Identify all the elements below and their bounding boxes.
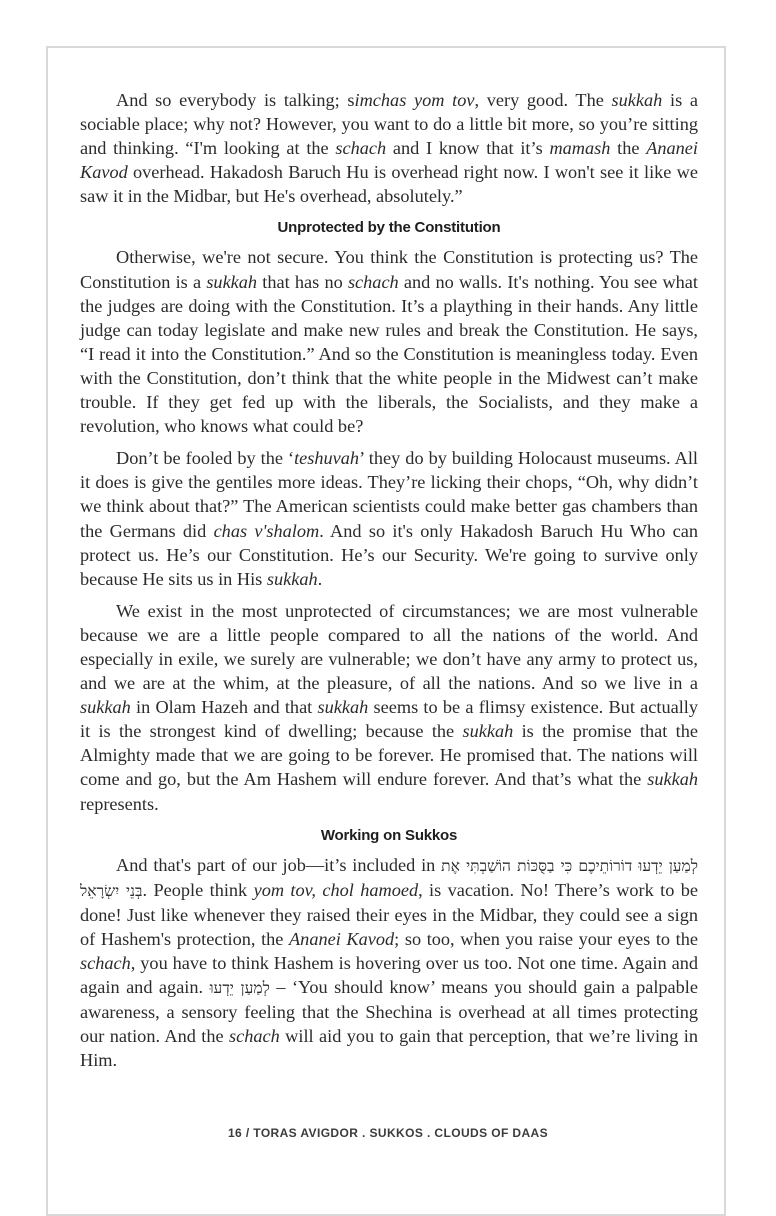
text-run: , you have to think Hashem is hovering over us too. Not one time. Again and again and again. bbox=[80, 953, 698, 998]
text-run: And so everybody is talking; s bbox=[116, 90, 355, 110]
italic-term: sukkah bbox=[266, 568, 318, 589]
text-run: ’ they do by building Holocaust museums. All it does is give the gentiles more ideas. They’re licking their chops, “Oh, why didn’t we think about that?” The American scientists could make better gas chambers than the Germans did bbox=[80, 448, 698, 541]
text-run: Otherwise, we're not secure. You think the Constitution is protecting us? The Constitution is a bbox=[80, 247, 698, 292]
italic-term: sukkah bbox=[462, 721, 514, 742]
text-run: . And so it's only Hakadosh Baruch Hu Who can protect us. He’s our Constitution. He’s our Security. We're going to survive only because He sits us in His bbox=[80, 520, 698, 589]
italic-term: schach bbox=[80, 953, 131, 973]
italic-term: chas v'shalom bbox=[213, 520, 320, 541]
text-run: seems to be a flimsy existence. But actually it is the strongest kind of dwelling; because the bbox=[80, 697, 698, 742]
text-run: and no walls. It's nothing. You see what the judges are doing with the Constitution. It’s a plaything in their hands. Any little judge can today legislate and make new rules and break the Constitution. He says, “I read it into the Constitution.” And so the Constitution is meaningless today. Even with the Constitution, don’t think that the white people in the Midwest can’t make trouble. If they get fed up with the liberals, the Socialists, and they make a revolution, who knows what could be? bbox=[80, 271, 698, 437]
text-run: that has no bbox=[257, 271, 348, 292]
text-run: . bbox=[317, 568, 323, 589]
italic-term: schach bbox=[229, 1026, 280, 1047]
text-run: And that's part of our job—it’s included in bbox=[116, 854, 442, 875]
running-footer: 16 / TORAS AVIGDOR . SUKKOS . CLOUDS OF DAAS bbox=[227, 1126, 549, 1140]
paragraph-1 bbox=[80, 88, 698, 208]
section-heading-unprotected: Unprotected by the Constitution bbox=[277, 219, 501, 237]
section-heading-working-on-sukkos: Working on Sukkos bbox=[320, 826, 458, 844]
text-run: We exist in the most unprotected of circumstances; we are most vulnerable because we are a little people compared to all the nations of the world. And especially in exile, we surely are vulnerable; we don’t have any army to protect us, and we are at the whim, at the pleasure, of all the nations. And so we live in a bbox=[80, 600, 698, 694]
paragraph-3 bbox=[80, 446, 698, 591]
page-body bbox=[80, 88, 698, 1072]
paragraph-2 bbox=[80, 245, 698, 438]
text-run: represents. bbox=[80, 793, 159, 814]
text-run: in Olam Hazeh and that bbox=[130, 697, 318, 718]
italic-term: imchas yom tov bbox=[354, 90, 475, 110]
italic-term: Ananei Kavod bbox=[80, 138, 698, 183]
italic-term: teshuvah bbox=[294, 448, 360, 469]
text-run: , very good. The bbox=[474, 90, 612, 110]
text-run: is the promise that the Almighty made that we are going to be forever. He promised that. The nations will come and go, but the Am Hashem will endure forever. And that’s what the bbox=[80, 721, 698, 790]
hebrew-verse: לְמַעַן יֵדְעוּ דוֹרוֹתֵיכֶם כִּי בַסֻּכּוֹת הוֹשַׁבְתִּי אֶת בְּנֵי יִשְׂרָאֵל bbox=[80, 856, 698, 900]
text-run: Don’t be fooled by the ‘ bbox=[116, 448, 295, 469]
text-run: and I know that it’s bbox=[386, 138, 550, 159]
italic-term: sukkah bbox=[317, 697, 369, 718]
hebrew-phrase: לְמַעַן יֵדְעוּ bbox=[209, 979, 270, 998]
italic-term: yom tov, chol hamoed bbox=[253, 879, 419, 900]
italic-term: schach bbox=[347, 271, 399, 292]
italic-term: sukkah bbox=[611, 90, 663, 110]
text-run: ; so too, when you raise your eyes to the bbox=[394, 928, 698, 949]
italic-term: Ananei Kavod bbox=[289, 928, 395, 949]
text-run: , is vacation. No! There’s work to be done! Just like whenever they raised their eyes in the Midbar, they could see a sign of Hashem's protection, the bbox=[80, 879, 699, 949]
text-run: will aid you to gain that perception, that we’re living in Him. bbox=[80, 1026, 698, 1071]
italic-term: sukkah bbox=[206, 271, 258, 292]
text-run: overhead. Hakadosh Baruch Hu is overhead right now. I won't see it like we saw it in the Midbar, but He's overhead, absolutely.” bbox=[80, 162, 698, 207]
italic-term: mamash bbox=[549, 138, 611, 159]
italic-term: sukkah bbox=[647, 769, 698, 790]
text-run: is a sociable place; why not? However, you want to do a little bit more, so you’re sitting and thinking. “I'm looking at the bbox=[80, 90, 698, 159]
text-run: the bbox=[610, 138, 647, 159]
italic-term: sukkah bbox=[80, 697, 131, 718]
paragraph-4 bbox=[80, 599, 698, 816]
paragraph-5 bbox=[80, 853, 698, 1073]
italic-term: schach bbox=[335, 138, 387, 159]
text-run: – ‘You should know’ means you should gain a palpable awareness, a sensory feeling that the Shechina is overhead at all times protecting our nation. And the bbox=[80, 977, 698, 1047]
text-run: . People think bbox=[142, 879, 254, 900]
